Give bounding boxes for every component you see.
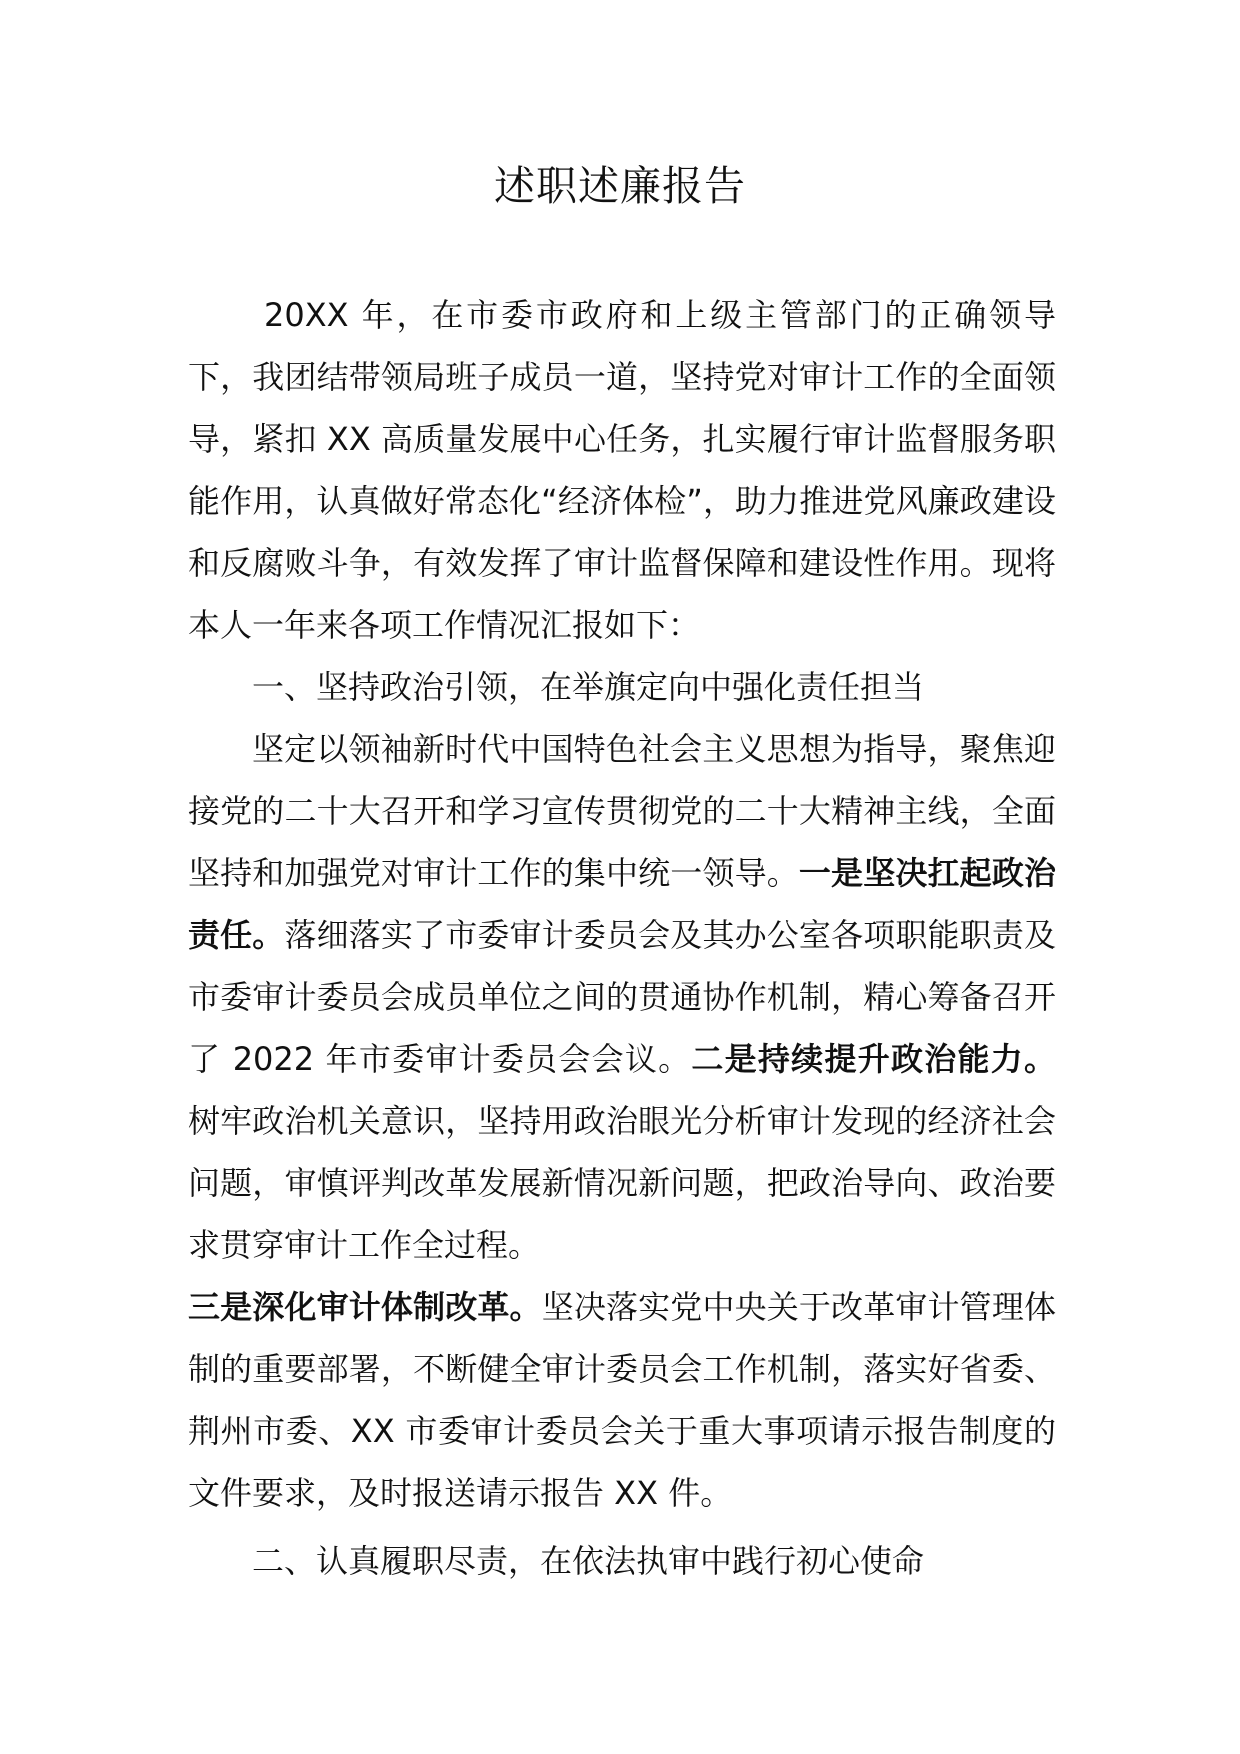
point-1-text: 落细落实了市委审计委员会及其办公室各项职能职责及市委审计委员会成员单位之间的贯通协作机制，精心筹备召开了 2022 年市委审计委员会会议。 [188,916,1056,1078]
section-2-heading: 二、认真履职尽责，在依法执审中践行初心使命 [252,1542,925,1580]
section-1-paragraph [188,718,1056,1524]
point-3-text: 坚决落实党中央关于改革审计管理体制的重要部署，不断健全审计委员会工作机制，落实好省委、荆州市委、XX 市委审计委员会关于重大事项请示报告制度的文件要求，及时报送请示报告 XX 件。 [188,1288,1056,1512]
point-2-text: 树牢政治机关意识，坚持用政治眼光分析审计发现的经济社会问题，审慎评判改革发展新情况新问题，把政治导向、政治要求贯穿审计工作全过程。 [188,1102,1056,1264]
document-body [188,284,1056,1592]
point-3-title: 三是深化审计体制改革。 [188,1288,542,1326]
section-1-heading: 一、坚持政治引领，在举旗定向中强化责任担当 [252,668,925,706]
point-1-title: 一是坚决扛起政治责任。 [188,854,1056,954]
section-1-lead: 坚定以领袖新时代中国特色社会主义思想为指导，聚焦迎接党的二十大召开和学习宣传贯彻党的二十大精神主线，全面坚持和加强党对审计工作的集中统一领导。 [188,730,1056,892]
point-2-title: 二是持续提升政治能力。 [691,1040,1056,1078]
intro-paragraph: 20XX 年，在市委市政府和上级主管部门的正确领导下，我团结带领局班子成员一道，坚持党对审计工作的全面领导，紧扣 XX 高质量发展中心任务，扎实履行审计监督服务职能作用，认真做好常态化“经济体检”，助力推进党风廉政建设和反腐败斗争，有效发挥了审计监督保障和建设性作用。现将本人一年来各项工作情况汇报如下： [188,296,1056,644]
document-title: 述职述廉报告 [494,162,746,210]
